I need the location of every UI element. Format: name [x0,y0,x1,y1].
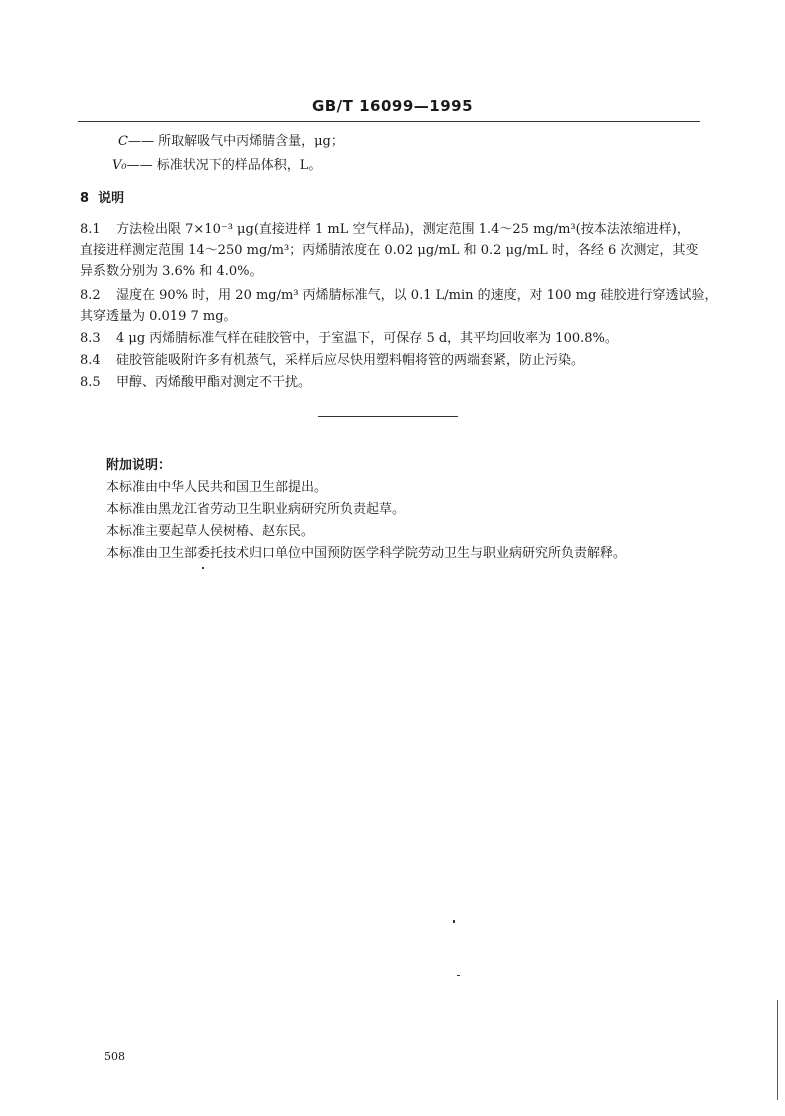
clause-number: 8.2 [80,288,101,303]
clause-8-2-line-2: 其穿透量为 0.019 7 mg。 [80,309,237,324]
scan-speck [453,920,455,923]
definition-text: —— 标准状况下的样品体积，L。 [126,158,322,173]
clause-text: 甲醇、丙烯酸甲酯对测定不干扰。 [116,375,312,390]
section-title: 说明 [98,191,125,206]
clause-text: 4 μg 丙烯腈标准气样在硅胶管中，于室温下，可保存 5 d，其平均回收率为 100.8%。 [116,331,618,346]
scan-edge-line [777,1000,778,1100]
clause-8-3 [80,330,618,347]
definition-v0 [112,157,321,174]
appendix-line: 本标准由卫生部委托技术归口单位中国预防医学科学院劳动卫生与职业病研究所负责解释。 [106,546,627,561]
definition-symbol: C [118,134,128,149]
scan-speck [457,975,460,976]
header-rule [78,121,700,122]
clause-8-1-line-1 [80,221,690,238]
section-heading [80,190,124,207]
appendix-line: 本标准由中华人民共和国卫生部提出。 [106,480,328,495]
page-number: 508 [104,1050,125,1063]
clause-number: 8.5 [80,375,101,390]
definition-c [118,133,344,150]
clause-number: 8.3 [80,331,101,346]
appendix-title: 附加说明： [106,458,172,473]
clause-text: 硅胶管能吸附许多有机蒸气，采样后应尽快用塑料帽将管的两端套紧，防止污染。 [116,353,585,368]
appendix-line: 本标准由黑龙江省劳动卫生职业病研究所负责起草。 [106,502,406,517]
scan-speck [202,567,204,569]
clause-8-1-line-2: 直接进样测定范围 14～250 mg/m³；丙烯腈浓度在 0.02 μg/mL 和 0.2 μg/mL 时，各经 6 次测定，其变 [80,243,699,258]
clause-text: 方法检出限 7×10⁻³ μg(直接进样 1 mL 空气样品)，测定范围 1.4～25 mg/m³(按本法浓缩进样)， [116,222,690,237]
clause-8-4 [80,352,584,369]
section-separator [318,416,458,417]
standard-id-header: GB/T 16099—1995 [311,97,474,115]
definition-text: —— 所取解吸气中丙烯腈含量，μg； [127,134,344,149]
section-number: 8 [80,191,90,206]
clause-8-5 [80,374,311,391]
clause-8-2-line-1 [80,287,717,304]
clause-text: 湿度在 90% 时，用 20 mg/m³ 丙烯腈标准气，以 0.1 L/min 的速度，对 100 mg 硅胶进行穿透试验， [116,288,718,303]
clause-8-1-line-3: 异系数分别为 3.6% 和 4.0%。 [80,264,263,279]
appendix-line: 本标准主要起草人侯树椿、赵东民。 [106,524,315,539]
clause-number: 8.1 [80,222,101,237]
definition-symbol: V₀ [112,158,127,173]
clause-number: 8.4 [80,353,101,368]
